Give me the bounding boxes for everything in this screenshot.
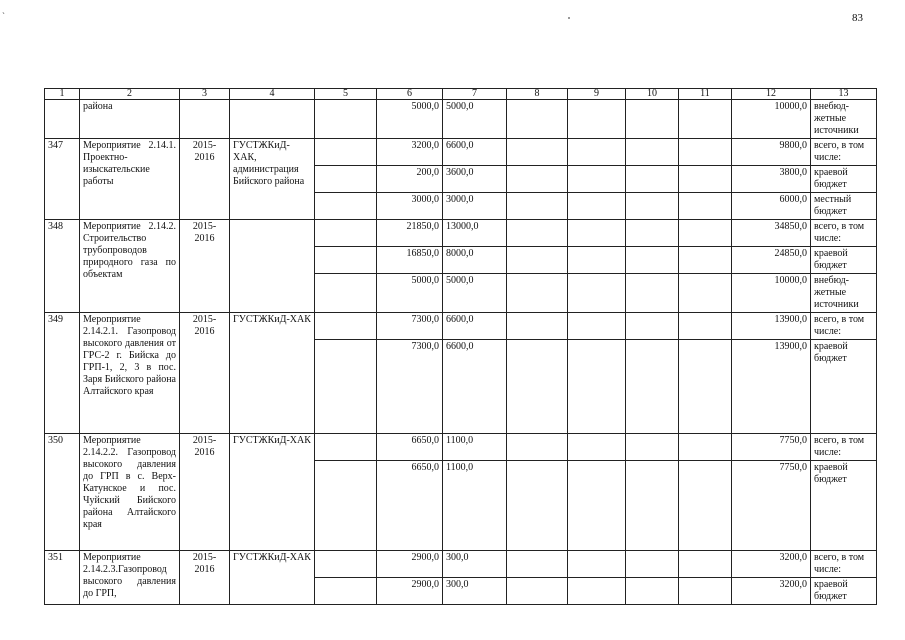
col-header-4: 4: [230, 89, 315, 100]
item-executor: [230, 220, 315, 313]
cell-col7: 1100,0: [443, 434, 507, 461]
cell-col12: 24850,0: [732, 247, 811, 274]
cell-col12: 9800,0: [732, 139, 811, 166]
cell-col6: 21850,0: [377, 220, 443, 247]
cell-col12: 3200,0: [732, 551, 811, 578]
table-row: [45, 100, 877, 139]
item-period: 2015-2016: [180, 551, 230, 605]
item-name: района: [80, 100, 180, 139]
cell-col7: 8000,0: [443, 247, 507, 274]
cell-col12: 3200,0: [732, 578, 811, 605]
cell-col12: 10000,0: [732, 274, 811, 313]
item-name: Мероприятие 2.14.2.3.Газопровод высокого давления до ГРП,: [80, 551, 180, 605]
cell-col6: 7300,0: [377, 313, 443, 340]
cell-col7: 3000,0: [443, 193, 507, 220]
cell-col6: 6650,0: [377, 461, 443, 551]
cell-col7: 6600,0: [443, 340, 507, 434]
column-number-row: [45, 89, 877, 100]
cell-col6: 3200,0: [377, 139, 443, 166]
table-row: [45, 220, 877, 247]
item-period: 2015-2016: [180, 139, 230, 220]
funding-source: краевой бюджет: [811, 247, 877, 274]
item-period: 2015-2016: [180, 434, 230, 551]
funding-source: краевой бюджет: [811, 461, 877, 551]
col-header-3: 3: [180, 89, 230, 100]
col-header-10: 10: [626, 89, 679, 100]
cell-col12: 10000,0: [732, 100, 811, 139]
funding-source: всего, в том числе:: [811, 139, 877, 166]
table-row: [45, 139, 877, 166]
table-row: [45, 551, 877, 578]
col-header-2: 2: [80, 89, 180, 100]
cell-col7: 1100,0: [443, 461, 507, 551]
item-period: 2015-2016: [180, 220, 230, 313]
cell-col6: 2900,0: [377, 551, 443, 578]
col-header-11: 11: [679, 89, 732, 100]
funding-source: краевой бюджет: [811, 340, 877, 434]
scan-corner-mark: ˎ: [2, 4, 5, 14]
col-header-6: 6: [377, 89, 443, 100]
cell-col6: 5000,0: [377, 274, 443, 313]
cell-col12: 6000,0: [732, 193, 811, 220]
cell-col12: 7750,0: [732, 461, 811, 551]
item-number: 348: [45, 220, 80, 313]
cell-col6: 6650,0: [377, 434, 443, 461]
col-header-12: 12: [732, 89, 811, 100]
col-header-5: 5: [315, 89, 377, 100]
cell-col12: 13900,0: [732, 340, 811, 434]
funding-source: краевой бюджет: [811, 578, 877, 605]
cell-col7: 300,0: [443, 578, 507, 605]
cell-col7: 6600,0: [443, 313, 507, 340]
col-header-1: 1: [45, 89, 80, 100]
cell-col6: 7300,0: [377, 340, 443, 434]
col-header-9: 9: [568, 89, 626, 100]
item-name: Мероприятие 2.14.2. Строительство трубопроводов природного газа по объектам: [80, 220, 180, 313]
cell-col7: 3600,0: [443, 166, 507, 193]
cell-col7: 300,0: [443, 551, 507, 578]
item-name: Мероприятие 2.14.1. Проектно-изыскательские работы: [80, 139, 180, 220]
funding-source: всего, в том числе:: [811, 220, 877, 247]
cell-col12: 7750,0: [732, 434, 811, 461]
item-name: Мероприятие 2.14.2.1. Газопровод высокого давления от ГРС-2 г. Бийска до ГРП-1, 2, 3 в пос. Заря Бийского района Алтайского края: [80, 313, 180, 434]
item-executor: ГУСТЖКиД-ХАК: [230, 551, 315, 605]
item-number: 350: [45, 434, 80, 551]
item-executor: ГУСТЖКиД-ХАК: [230, 313, 315, 434]
funding-source: всего, в том числе:: [811, 434, 877, 461]
cell-col7: 5000,0: [443, 274, 507, 313]
funding-source: внебюд-жетные источники: [811, 100, 877, 139]
item-number: 351: [45, 551, 80, 605]
item-name: Мероприятие 2.14.2.2. Газопровод высокого давления до ГРП в с. Верх-Катунское и пос. Чуйский Бийского района Алтайского края: [80, 434, 180, 551]
cell-col7: 5000,0: [443, 100, 507, 139]
table-row: [45, 434, 877, 461]
item-executor: ГУСТЖКиД-ХАК, администрация Бийского района: [230, 139, 315, 220]
page-number: 83: [852, 12, 863, 24]
funding-source: внебюд-жетные источники: [811, 274, 877, 313]
table-row: [45, 313, 877, 340]
cell-col7: 6600,0: [443, 139, 507, 166]
cell-col6: 3000,0: [377, 193, 443, 220]
funding-source: всего, в том числе:: [811, 313, 877, 340]
budget-table: [44, 88, 877, 605]
item-number: 349: [45, 313, 80, 434]
cell-col6: 16850,0: [377, 247, 443, 274]
cell-col6: 5000,0: [377, 100, 443, 139]
col-header-13: 13: [811, 89, 877, 100]
cell-col6: 2900,0: [377, 578, 443, 605]
cell-col12: 13900,0: [732, 313, 811, 340]
item-executor: ГУСТЖКиД-ХАК: [230, 434, 315, 551]
item-number: 347: [45, 139, 80, 220]
scan-speck: [568, 17, 570, 19]
cell-col12: 3800,0: [732, 166, 811, 193]
col-header-8: 8: [507, 89, 568, 100]
funding-source: краевой бюджет: [811, 166, 877, 193]
item-period: 2015-2016: [180, 313, 230, 434]
cell-col12: 34850,0: [732, 220, 811, 247]
funding-source: местный бюджет: [811, 193, 877, 220]
cell-col6: 200,0: [377, 166, 443, 193]
funding-source: всего, в том числе:: [811, 551, 877, 578]
col-header-7: 7: [443, 89, 507, 100]
cell-col7: 13000,0: [443, 220, 507, 247]
